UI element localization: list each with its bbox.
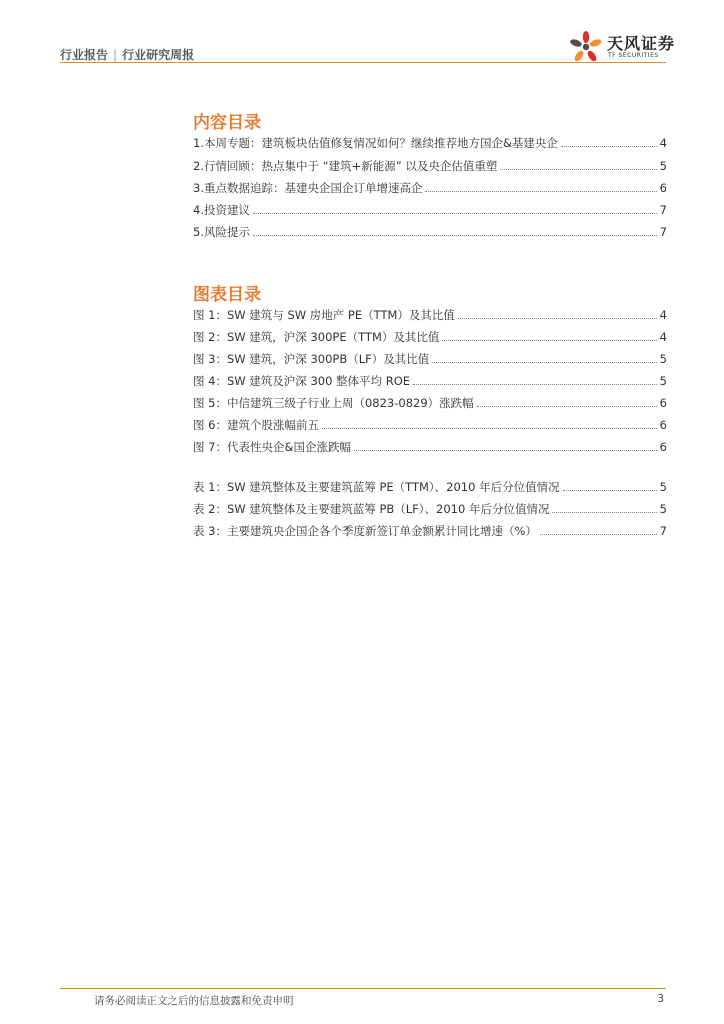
dot-leader bbox=[442, 340, 656, 341]
figure-entry-page: 5 bbox=[659, 374, 667, 388]
figure-entry-label: 图 3：SW 建筑，沪深 300PB（LF）及其比值 bbox=[193, 352, 430, 366]
table-entry-page: 7 bbox=[659, 524, 667, 538]
footer-divider bbox=[60, 988, 666, 989]
figure-entry-label: 图 4：SW 建筑及沪深 300 整体平均 ROE bbox=[193, 374, 411, 388]
dot-leader bbox=[354, 450, 657, 451]
table-entry-label: 表 2：SW 建筑整体及主要建筑蓝筹 PB（LF）、2010 年后分位值情况 bbox=[193, 502, 550, 516]
figure-entry-page: 6 bbox=[659, 418, 667, 432]
figure-entry[interactable] bbox=[193, 329, 667, 345]
breadcrumb bbox=[60, 46, 194, 63]
dot-leader bbox=[425, 191, 656, 192]
logo-name-en: TF SECURITIES bbox=[608, 52, 659, 59]
toc-entry-label: 5.风险提示 bbox=[193, 225, 250, 239]
dot-leader bbox=[253, 213, 657, 214]
dot-leader bbox=[552, 512, 656, 513]
dot-leader bbox=[540, 534, 657, 535]
toc-entry-label: 1.本周专题：建筑板块估值修复情况如何？继续推荐地方国企&基建央企 bbox=[193, 136, 558, 150]
figure-entry[interactable] bbox=[193, 395, 667, 411]
dot-leader bbox=[458, 318, 657, 319]
dot-leader bbox=[500, 169, 656, 170]
dot-leader bbox=[322, 428, 657, 429]
breadcrumb-report-type: 行业报告 bbox=[60, 48, 109, 62]
toc-entry-page: 4 bbox=[659, 136, 667, 150]
contents-title: 内容目录 bbox=[193, 113, 261, 133]
figure-entry[interactable] bbox=[193, 307, 667, 323]
figure-entry-label: 图 7：代表性央企&国企涨跌幅 bbox=[193, 440, 351, 454]
toc-entry[interactable] bbox=[193, 135, 667, 151]
figure-entry-page: 4 bbox=[659, 308, 667, 322]
breadcrumb-report-series: 行业研究周报 bbox=[122, 48, 195, 62]
figure-entry-label: 图 1：SW 建筑与 SW 房地产 PE（TTM）及其比值 bbox=[193, 308, 455, 322]
toc-entry[interactable] bbox=[193, 224, 667, 240]
toc-entry-label: 3.重点数据追踪：基建央企国企订单增速高企 bbox=[193, 181, 423, 195]
table-entry-label: 表 3：主要建筑央企国企各个季度新签订单金额累计同比增速（%） bbox=[193, 524, 537, 538]
figure-entry-page: 6 bbox=[659, 440, 667, 454]
page-number: 3 bbox=[657, 993, 664, 1005]
toc-entry[interactable] bbox=[193, 202, 667, 218]
toc-entry-page: 5 bbox=[659, 159, 667, 173]
logo-name-cn: 天风证券 bbox=[607, 34, 676, 53]
figure-entry[interactable] bbox=[193, 373, 667, 389]
breadcrumb-separator: | bbox=[113, 48, 118, 62]
dot-leader bbox=[413, 384, 657, 385]
table-entry[interactable] bbox=[193, 523, 667, 539]
toc-entry-label: 4.投资建议 bbox=[193, 203, 250, 217]
dot-leader bbox=[253, 235, 657, 236]
dot-leader bbox=[563, 490, 657, 491]
figure-entry[interactable] bbox=[193, 417, 667, 433]
header-divider bbox=[60, 62, 666, 63]
figure-entry-label: 图 5：中信建筑三级子行业上周（0823-0829）涨跌幅 bbox=[193, 396, 474, 410]
dot-leader bbox=[432, 362, 656, 363]
table-entry-page: 5 bbox=[659, 502, 667, 516]
figure-entry[interactable] bbox=[193, 439, 667, 455]
figures-title: 图表目录 bbox=[193, 285, 261, 305]
figure-entry-page: 4 bbox=[659, 330, 667, 344]
figure-entry-label: 图 2：SW 建筑，沪深 300PE（TTM）及其比值 bbox=[193, 330, 440, 344]
figure-entry-page: 5 bbox=[659, 352, 667, 366]
company-logo bbox=[565, 30, 675, 64]
toc-entry[interactable] bbox=[193, 180, 667, 196]
dot-leader bbox=[477, 406, 657, 407]
toc-entry-page: 6 bbox=[659, 181, 667, 195]
tf-flower-icon bbox=[569, 30, 603, 64]
figure-entry[interactable] bbox=[193, 351, 667, 367]
footer-disclaimer: 请务必阅读正文之后的信息披露和免责申明 bbox=[94, 995, 294, 1007]
table-entry[interactable] bbox=[193, 479, 667, 495]
table-entry-page: 5 bbox=[659, 480, 667, 494]
toc-entry-page: 7 bbox=[659, 225, 667, 239]
table-entry-label: 表 1：SW 建筑整体及主要建筑蓝筹 PE（TTM）、2010 年后分位值情况 bbox=[193, 480, 560, 494]
toc-entry-page: 7 bbox=[659, 203, 667, 217]
toc-entry-label: 2.行情回顾：热点集中于 “建筑+新能源” 以及央企估值重塑 bbox=[193, 159, 498, 173]
dot-leader bbox=[561, 146, 657, 147]
table-entry[interactable] bbox=[193, 501, 667, 517]
figure-entry-label: 图 6：建筑个股涨幅前五 bbox=[193, 418, 319, 432]
figure-entry-page: 6 bbox=[659, 396, 667, 410]
toc-entry[interactable] bbox=[193, 158, 667, 174]
